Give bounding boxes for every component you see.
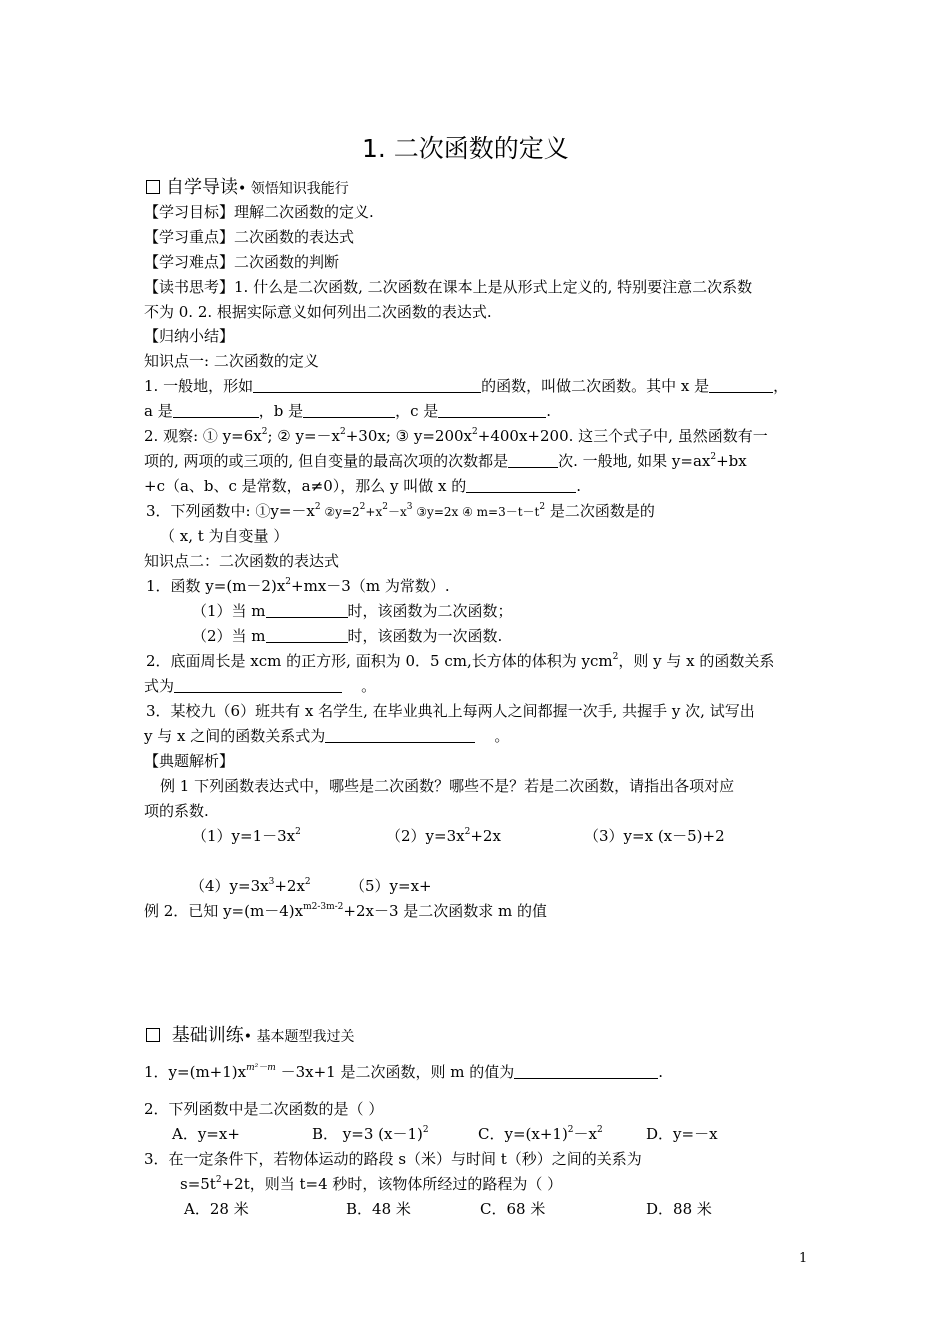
blank[interactable]	[173, 403, 259, 418]
blank[interactable]	[508, 453, 558, 468]
q1-text-a: 1. 一般地，形如	[144, 377, 254, 395]
question-2-line3: +c（a、b、c 是常数，a≠0），那么 y 叫做 x 的 .	[144, 477, 582, 495]
p1-text: （2）当 m	[192, 627, 266, 645]
knowledge-point-2: 知识点二：二次函数的表达式	[144, 552, 340, 570]
example-item-5: （5）y=x+	[350, 877, 432, 895]
q2-text: 次. 一般地, 如果 y=ax	[558, 452, 711, 470]
practice-3-line1: 3．某校九（6）班共有 x 名学生, 在毕业典礼上每两人之间都握一次手, 共握手 y 次, 试写出	[146, 702, 755, 720]
question-2-line2: 项的, 两项的或三项的, 但自变量的最高次项的次数都是 次. 一般地, 如果 $y=ax^2+bx$	[144, 452, 747, 470]
option-text: B． y=3 (x－1)	[312, 1125, 423, 1143]
practice-2-line2	[144, 676, 376, 696]
question-3-line1: 3．下列函数中: $①y=-x^2$ $②y=2^2+x^2-x^3$ ③y=2x ④ $m=3-t-t^2$ 是二次函数是的	[146, 502, 655, 520]
ex2-text: 例 2．已知 y=(m－4)x	[144, 902, 304, 920]
p1-text: 时，该函数为二次函数；	[347, 602, 513, 620]
basic-3-line2: $s=5t^2+2t$，则当 t=4 秒时，该物体所经过的路程为（ ）	[180, 1175, 563, 1193]
example-1-line1: 例 1 下列函数表达式中，哪些是二次函数？哪些不是？若是二次函数，请指出各项对应	[160, 777, 735, 795]
item-text: （4）y=3x	[190, 877, 269, 895]
question-1-line2: a 是 ，b 是 ，c 是 .	[144, 402, 552, 420]
example-item-4: $(4)y=3x^3+2x^2$	[190, 877, 311, 895]
section-subtitle: • 领悟知识我能行	[238, 181, 349, 197]
practice-3-line2	[144, 726, 509, 746]
option-text: －x	[573, 1125, 597, 1143]
checkbox-icon	[146, 1028, 160, 1042]
q3-text: +x	[365, 505, 383, 519]
q2-text: +30x; ③ y=200x	[345, 427, 473, 445]
reading-thinking-line1: 【读书思考】1. 什么是二次函数, 二次函数在课本上是从形式上定义的, 特别要注意二次系数	[144, 278, 753, 296]
question-3-line2: （ x, t 为自变量 ）	[160, 527, 289, 545]
basic-3-option-b: B．48 米	[346, 1200, 411, 1218]
example-2	[144, 901, 547, 921]
example-1-line2: 项的系数.	[144, 802, 209, 820]
q3-text: ③y=2x ④ m=3－t－t	[412, 505, 540, 519]
blank[interactable]	[438, 403, 546, 418]
blank[interactable]	[174, 678, 342, 693]
basic-3-line1: 3．在一定条件下，若物体运动的路段 s（米）与时间 t（秒）之间的关系为	[144, 1150, 642, 1168]
section-subtitle: • 基本题型我过关	[243, 1029, 355, 1045]
exponent: m2-3m-2	[303, 902, 344, 912]
blank[interactable]	[266, 628, 348, 643]
reading-thinking-line2: 不为 0. 2. 根据实际意义如何列出二次函数的表达式.	[144, 303, 492, 321]
example-item-1: $(1)y=1-3x^2$	[192, 827, 301, 845]
checkbox-icon	[146, 180, 160, 194]
basic-3-option-c: C．68 米	[480, 1200, 546, 1218]
b3-text: +2t，则当 t=4 秒时，该物体所经过的路程为（ ）	[221, 1175, 563, 1193]
blank[interactable]	[709, 378, 773, 393]
q2-text: 项的, 两项的或三项的, 但自变量的最高次项的次数都是	[144, 452, 509, 470]
section-basic-training-heading	[146, 1024, 354, 1049]
practice-1-sub1	[192, 601, 513, 621]
summary-heading: 【归纳小结】	[144, 327, 235, 345]
example-item-3: （3）y=x (x－5)+2	[584, 827, 725, 845]
b3-text: s=5t	[180, 1175, 216, 1193]
blank[interactable]	[325, 728, 475, 743]
example-item-2: $(2)y=3x^2+2x$	[386, 827, 501, 845]
practice-1: 1．函数 $y=(m-2)x^2+mx-3(m$ 为常数）.	[146, 577, 450, 595]
q2-text: +400x+200. 这三个式子中, 虽然函数有一	[477, 427, 768, 445]
item-text: （1）y=1－3x	[192, 827, 296, 845]
basic-3-option-a: A．28 米	[184, 1200, 249, 1218]
basic-2-option-c: C．$y=(x+1)^2-x^2$	[478, 1125, 603, 1143]
p3-text: 。	[494, 727, 510, 745]
p2-text: 。	[361, 677, 377, 695]
examples-heading: 【典题解析】	[144, 752, 235, 770]
question-2-line1: 2. 观察: ① $y=6x^2$; ② $y=-x^2+30x$; ③ $y=200x^2+400x+200$. 这三个式子中, 虽然函数有一	[144, 427, 768, 445]
section-title: 基础训练	[171, 1025, 244, 1046]
learning-key: 【学习重点】二次函数的表达式	[144, 228, 355, 246]
item-text: +2x	[274, 877, 305, 895]
blank[interactable]	[466, 478, 576, 493]
blank[interactable]	[514, 1064, 658, 1079]
q2-text: +bx	[716, 452, 747, 470]
basic-3-option-d: D．88 米	[646, 1200, 712, 1218]
p1-text: +mx－3（m 为常数）.	[291, 577, 450, 595]
p2-text: 式为	[144, 677, 175, 695]
p2-text: 2．底面周长是 xcm 的正方形, 面积为 0．5 cm,长方体的体积为 ycm	[146, 652, 613, 670]
item-text: +2x	[470, 827, 501, 845]
item-text: （2）y=3x	[386, 827, 465, 845]
q2-text: +c（a、b、c 是常数，a≠0），那么 y 叫做 x 的	[144, 477, 467, 495]
blank[interactable]	[266, 603, 348, 618]
learning-difficulty: 【学习难点】二次函数的判断	[144, 253, 340, 271]
q2-text: 2. 观察: ① y=6x	[144, 427, 262, 445]
basic-2-option-b: B． y=3 $(x-1)^2$	[312, 1125, 429, 1143]
ex2-text: +2x－3 是二次函数求 m 的值	[343, 902, 548, 920]
q3-text: ②y=2	[320, 505, 360, 519]
basic-2: 2．下列函数中是二次函数的是（ ）	[144, 1100, 384, 1118]
blank[interactable]	[303, 403, 395, 418]
option-text: C．y=(x+1)	[478, 1125, 568, 1143]
knowledge-point-1: 知识点一: 二次函数的定义	[144, 352, 319, 370]
blank[interactable]	[253, 378, 481, 393]
b1-text: －3x+1 是二次函数，则 m 的值为	[280, 1063, 515, 1081]
basic-1: 1．$y=(m+1)x^{m^2-m} -3x+1$ 是二次函数，则 m 的值为 .	[144, 1063, 663, 1081]
exponent: m²－m	[246, 1063, 276, 1073]
p1-text: 时，该函数为一次函数.	[347, 627, 503, 645]
p2-text: ，则 y 与 x 的函数关系	[618, 652, 775, 670]
basic-2-option-d: D．y=－x	[646, 1125, 718, 1143]
b1-text: 1．y=(m+1)x	[144, 1063, 247, 1081]
page-number: 1	[799, 1251, 808, 1266]
q1-text-d: ，b 是	[258, 402, 304, 420]
section-title: 自学导读	[166, 177, 238, 198]
q1-text-b: 的函数，叫做二次函数。其中 x 是	[481, 377, 710, 395]
question-1-line1: 1. 一般地，形如 的函数，叫做二次函数。其中 x 是 ，	[144, 377, 789, 395]
q2-text: ; ② y=－x	[267, 427, 340, 445]
practice-2-line1: 2．底面周长是 xcm 的正方形, 面积为 0．5 cm,长方体的体积为 ycm$^2$，则 y 与 x 的函数关系	[146, 652, 775, 670]
q1-text-e: ，c 是	[395, 402, 439, 420]
p1-text: 1．函数 y=(m－2)x	[146, 577, 286, 595]
q3-text: 是二次函数是的	[545, 502, 655, 520]
q1-text-c: a 是	[144, 402, 173, 420]
q3-text: －x	[387, 505, 407, 519]
section-self-study-heading	[146, 176, 349, 201]
basic-2-option-a: A．y=x+	[172, 1125, 240, 1143]
q3-text: 3．下列函数中: ①y=－x	[146, 502, 315, 520]
practice-1-sub2	[192, 626, 502, 646]
page-title: 1. 二次函数的定义	[362, 134, 569, 163]
p3-text: y 与 x 之间的函数关系式为	[144, 727, 326, 745]
p1-text: （1）当 m	[192, 602, 266, 620]
learning-goal: 【学习目标】理解二次函数的定义.	[144, 203, 374, 221]
